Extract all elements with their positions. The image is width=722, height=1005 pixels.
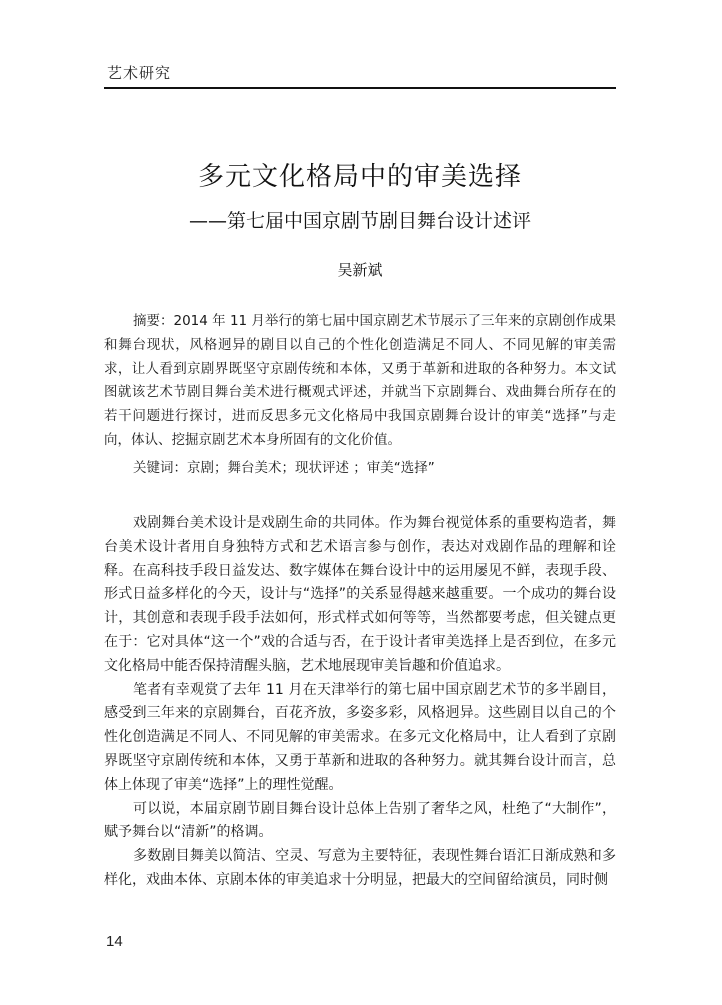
article-subtitle: ——第七届中国京剧节剧目舞台设计述评 bbox=[188, 210, 531, 232]
keywords: 关键词：京剧；舞台美术；现状评述 ；审美“选择” bbox=[133, 460, 435, 476]
author-name: 吴新斌 bbox=[337, 261, 383, 279]
article-title: 多元文化格局中的审美选择 bbox=[197, 162, 522, 192]
body-paragraph: 戏剧舞台美术设计是戏剧生命的共同体。作为舞台视觉体系的重要构造者，舞台美术设计者用自身独特方式和艺术语言参与创作，表达对戏剧作品的理解和诠释。在高科技手段日益发达、数字媒体在舞台设计中的运用屡见不鲜，表现手段、形式日益多样化的今天，设计与“选择”的关系显得越来越重要。一个成功的舞台设计，其创意和表现手段手法如何，形式样式如何等等，当然都要考虑，但关键点更在于：它对具体“这一个”戏的合适与否，在于设计者审美选择上是否到位，在多元文化格局中能否保持清醒头脑，艺术地展现审美旨趣和价值追求。 bbox=[104, 515, 616, 674]
abstract: 摘要：2014 年 11 月举行的第七届中国京剧艺术节展示了三年来的京剧创作成果和舞台现状，风格迥异的剧目以自己的个性化创造满足不同人、不同见解的审美需求，让人看到京剧界既坚守京剧传统和本体，又勇于革新和进取的各种努力。本文试图就该艺术节剧目舞台美术进行概观式评述，并就当下京剧舞台、戏曲舞台所存在的若干问题进行探讨，进而反思多元文化格局中我国京剧舞台设计的审美“选择”与走向，体认、挖掘京剧艺术本身所固有的文化价值。 bbox=[104, 313, 616, 448]
body-paragraph: 多数剧目舞美以简洁、空灵、写意为主要特征，表现性舞台语汇日渐成熟和多样化，戏曲本体、京剧本体的审美追求十分明显，把最大的空间留给演员，同时侧 bbox=[104, 848, 616, 888]
body-paragraph: 笔者有幸观赏了去年 11 月在天津举行的第七届中国京剧艺术节的多半剧目，感受到三年来的京剧舞台，百花齐放，多姿多彩，风格迥异。这些剧目以自己的个性化创造满足不同人、不同见解的审美需求。在多元文化格局中，让人看到了京剧界既坚守京剧传统和本体，又勇于革新和进取的各种努力。就其舞台设计而言，总体上体现了审美“选择”上的理性觉醒。 bbox=[104, 681, 616, 793]
body-paragraph: 可以说，本届京剧节剧目舞台设计总体上告别了奢华之风，杜绝了“大制作”，赋予舞台以“清新”的格调。 bbox=[104, 800, 616, 841]
header-rule bbox=[104, 87, 616, 89]
page-number: 14 bbox=[106, 933, 123, 950]
running-head: 艺术研究 bbox=[107, 64, 172, 82]
body-text bbox=[104, 512, 616, 893]
